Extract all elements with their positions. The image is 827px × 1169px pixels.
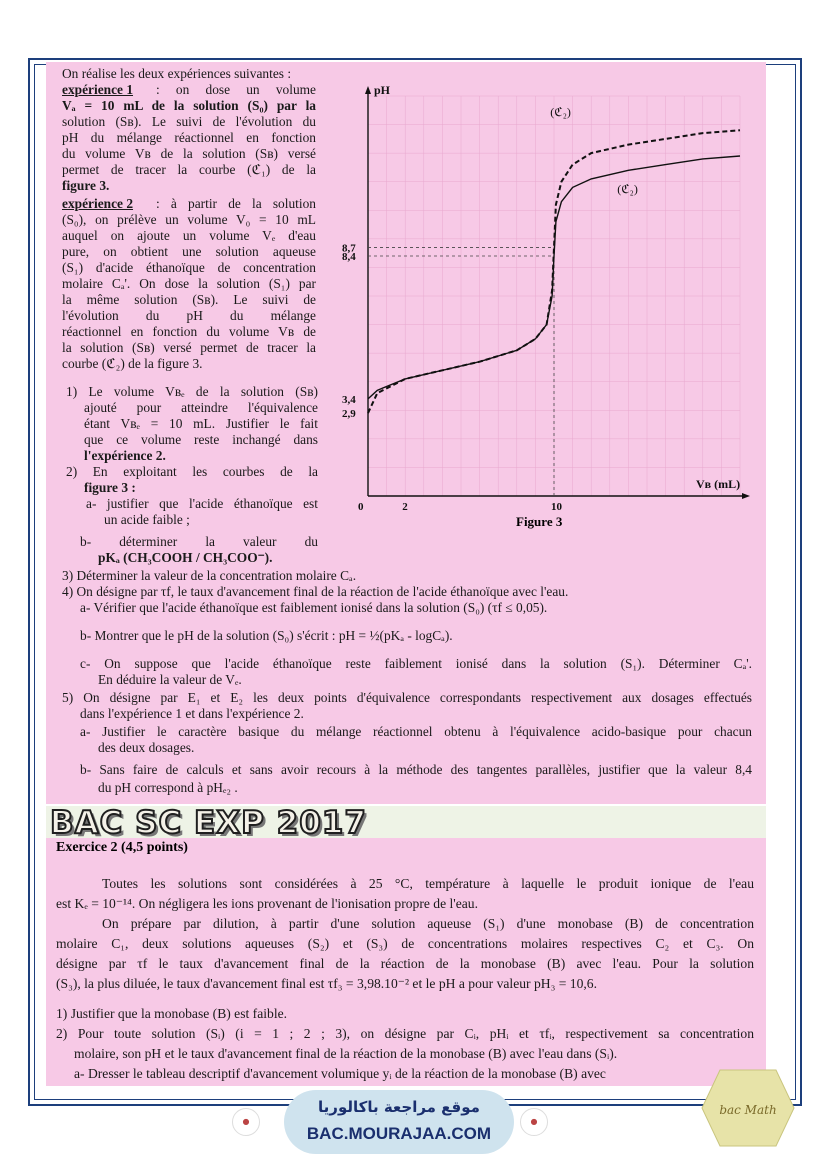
y-tick-label: 3,4 (342, 393, 356, 406)
exp2-line: courbe (ℭ₂) de la figure 3. (62, 356, 203, 371)
q2-line: a- justifier que l'acide éthanoïque est (86, 496, 318, 511)
q2-line: un acide faible ; (104, 512, 190, 527)
exp1-line: Vₐ = 10 mL de la solution (S₀) par la (62, 98, 316, 113)
question-4: 4) On désigne par τf, le taux d'avancement final de la réaction de l'acide éthanoïque avec l'eau. (62, 584, 569, 599)
ex2-question-2-line: a- Dresser le tableau descriptif d'avancement volumique yᵢ de la réaction de la monobase (B) avec (74, 1066, 606, 1081)
chart-text (374, 83, 740, 491)
exp2-label: expérience 2 (62, 196, 134, 211)
exp1-line: permet de tracer la courbe (ℭ₁) de la (62, 162, 316, 177)
exp1-line: pH du mélange réactionnel en fonction (62, 130, 316, 145)
chart-ticks (342, 242, 563, 513)
titration-chart (330, 82, 750, 522)
ex2-para1-line: est Kₑ = 10⁻¹⁴. On négligera les ions provenant de l'ionisation propre de l'eau. (56, 896, 479, 911)
exp1-line: solution (Sʙ). Le suivi de l'évolution du (62, 114, 316, 129)
exp2-line: la solution (Sʙ) versé permet de tracer la (62, 340, 316, 355)
x-axis-label: Vʙ (mL) (696, 477, 741, 491)
q2-line: figure 3 : (84, 480, 136, 495)
question-5a-line: a- Justifier le caractère basique du mélange réactionnel obtenu à l'équivalence acido-basique pour chacun (80, 724, 752, 739)
ex2-question-2-line: molaire, son pH et le taux d'avancement final de la réaction de la monobase (B) avec l'eau dans (Sᵢ). (74, 1046, 618, 1061)
q1-line: que ce volume reste inchangé dans (84, 432, 318, 447)
exp2-line: réactionnel en fonction du volume Vʙ de (62, 324, 316, 339)
q1-line: étant Vʙₑ = 10 mL. Justifier le fait (84, 416, 318, 431)
ex2-para2-line: désigne par τf le taux d'avancement final de la réaction de la monobase (B) avec l'eau. Pour la solution (56, 956, 754, 971)
exp1-label: expérience 1 (62, 82, 134, 97)
exp1-line: figure 3. (62, 178, 110, 193)
question-5-line: dans l'expérience 1 et dans l'expérience 2. (80, 706, 304, 721)
x-axis-arrow (742, 493, 750, 499)
question-3: 3) Déterminer la valeur de la concentration molaire Cₐ. (62, 568, 357, 583)
exercise2-title: Exercice 2 (4,5 points) (56, 840, 188, 855)
y-tick-label: 2,9 (342, 408, 356, 421)
q2-line: b- déterminer la valeur du (80, 534, 318, 549)
question-4c-line: En déduire la valeur de Vₑ. (98, 672, 242, 687)
intro-text: On réalise les deux expériences suivantes : (62, 66, 292, 81)
q1-line: l'expérience 2. (84, 448, 166, 463)
exp2-line: auquel on ajoute un volume Vₑ d'eau (62, 228, 316, 243)
ex2-para2-line: (S₃), la plus diluée, le taux d'avancement final est τf₃ = 3,98.10⁻² et le pH a pour valeur pH₃ = 10,6. (56, 976, 597, 991)
ex2-para2-line: On prépare par dilution, à partir d'une solution aqueuse (S₁) d'une monobase (B) de concentration (102, 916, 754, 931)
x-tick-label: 2 (402, 501, 408, 513)
exp2-line: (S₁) d'acide éthanoïque de concentration (62, 260, 316, 275)
ex2-para1-line: Toutes les solutions sont considérées à 25 °C, température à laquelle le produit ionique de l'eau (102, 876, 754, 891)
y-tick-label: 8,7 (342, 242, 356, 255)
exp2-line: l'évolution du pH du mélange (62, 308, 316, 323)
x-tick-label: 0 (358, 501, 364, 513)
exp1-line: du volume Vʙ de la solution (Sʙ) versé (62, 146, 316, 161)
question-4c-line: c- On suppose que l'acide éthanoïque reste faiblement ionisé dans la solution (S₁). Déterminer Cₐ'. (80, 656, 752, 671)
q2-line: 2) En exploitant les courbes de la (66, 464, 318, 479)
question-5-line: 5) On désigne par E₁ et E₂ les deux points d'équivalence correspondants respectivement aux dosages effectués (62, 690, 752, 705)
curve-label-1: (ℭ₂) (550, 105, 571, 119)
exam-banner: BAC SC EXP 2017 (50, 805, 367, 841)
exp2-line: : à partir de la solution (156, 196, 316, 211)
site-logo-icon-left: ● (232, 1108, 260, 1136)
exp2-line: (S₀), on prélève un volume V₀ = 10 mL (62, 212, 316, 227)
x-tick-label: 10 (551, 501, 562, 513)
question-5a-line: des deux dosages. (98, 740, 195, 755)
chart-axes (365, 86, 750, 499)
bac-math-logo-text: bac Math (719, 1103, 777, 1117)
curve-label-2: (ℭ₂) (617, 182, 638, 197)
ex2-para2-line: molaire C₁, deux solutions aqueuses (S₂) et (S₃) de concentrations molaires respectives C₂ et C₃. On (56, 936, 754, 951)
ex2-question-2-line: 2) Pour toute solution (Sᵢ) (i = 1 ; 2 ; 3), on désigne par Cᵢ, pHᵢ et τfᵢ, respectivement sa concentration (56, 1026, 754, 1041)
exp2-line: la même solution (Sʙ). Le suivi de (62, 292, 316, 307)
q2-line: pKₐ (CH₃COOH / CH₃COO⁻). (98, 550, 273, 565)
question-4b: b- Montrer que le pH de la solution (S₀) s'écrit : pH = ½(pKₐ - logCₐ). (80, 628, 453, 643)
y-tick-label: 8,4 (342, 251, 356, 263)
y-axis-arrow (365, 86, 371, 94)
question-5b-line: du pH correspond à pHₑ₂ . (98, 780, 238, 795)
exp2-line: molaire Cₐ'. On dose la solution (S₁) par (62, 276, 316, 291)
q1-line: ajouté pour atteindre l'équivalence (84, 400, 318, 415)
footer-url-link[interactable]: BAC.MOURAJAA.COM (306, 1124, 492, 1143)
y-axis-label: pH (374, 83, 391, 97)
bac-math-logo (700, 1068, 796, 1148)
footer-site-name[interactable]: موقع مراجعة باكالوريا (318, 1098, 480, 1116)
exp1-line: : on dose un volume (156, 82, 316, 97)
question-4a: a- Vérifier que l'acide éthanoïque est faiblement ionisé dans la solution (S₀) (τf ≤ 0,05). (80, 600, 548, 615)
ex2-question-1: 1) Justifier que la monobase (B) est faible. (56, 1006, 288, 1021)
figure-caption: Figure 3 (516, 514, 563, 529)
exp2-line: pure, on obtient une solution aqueuse (62, 244, 316, 259)
site-logo-icon-right: ● (520, 1108, 548, 1136)
question-5b-line: b- Sans faire de calculs et sans avoir recours à la méthode des tangentes parallèles, justifier que la valeur 8,4 (80, 762, 752, 777)
q1-line: 1) Le volume Vʙₑ de la solution (Sʙ) (66, 384, 318, 399)
